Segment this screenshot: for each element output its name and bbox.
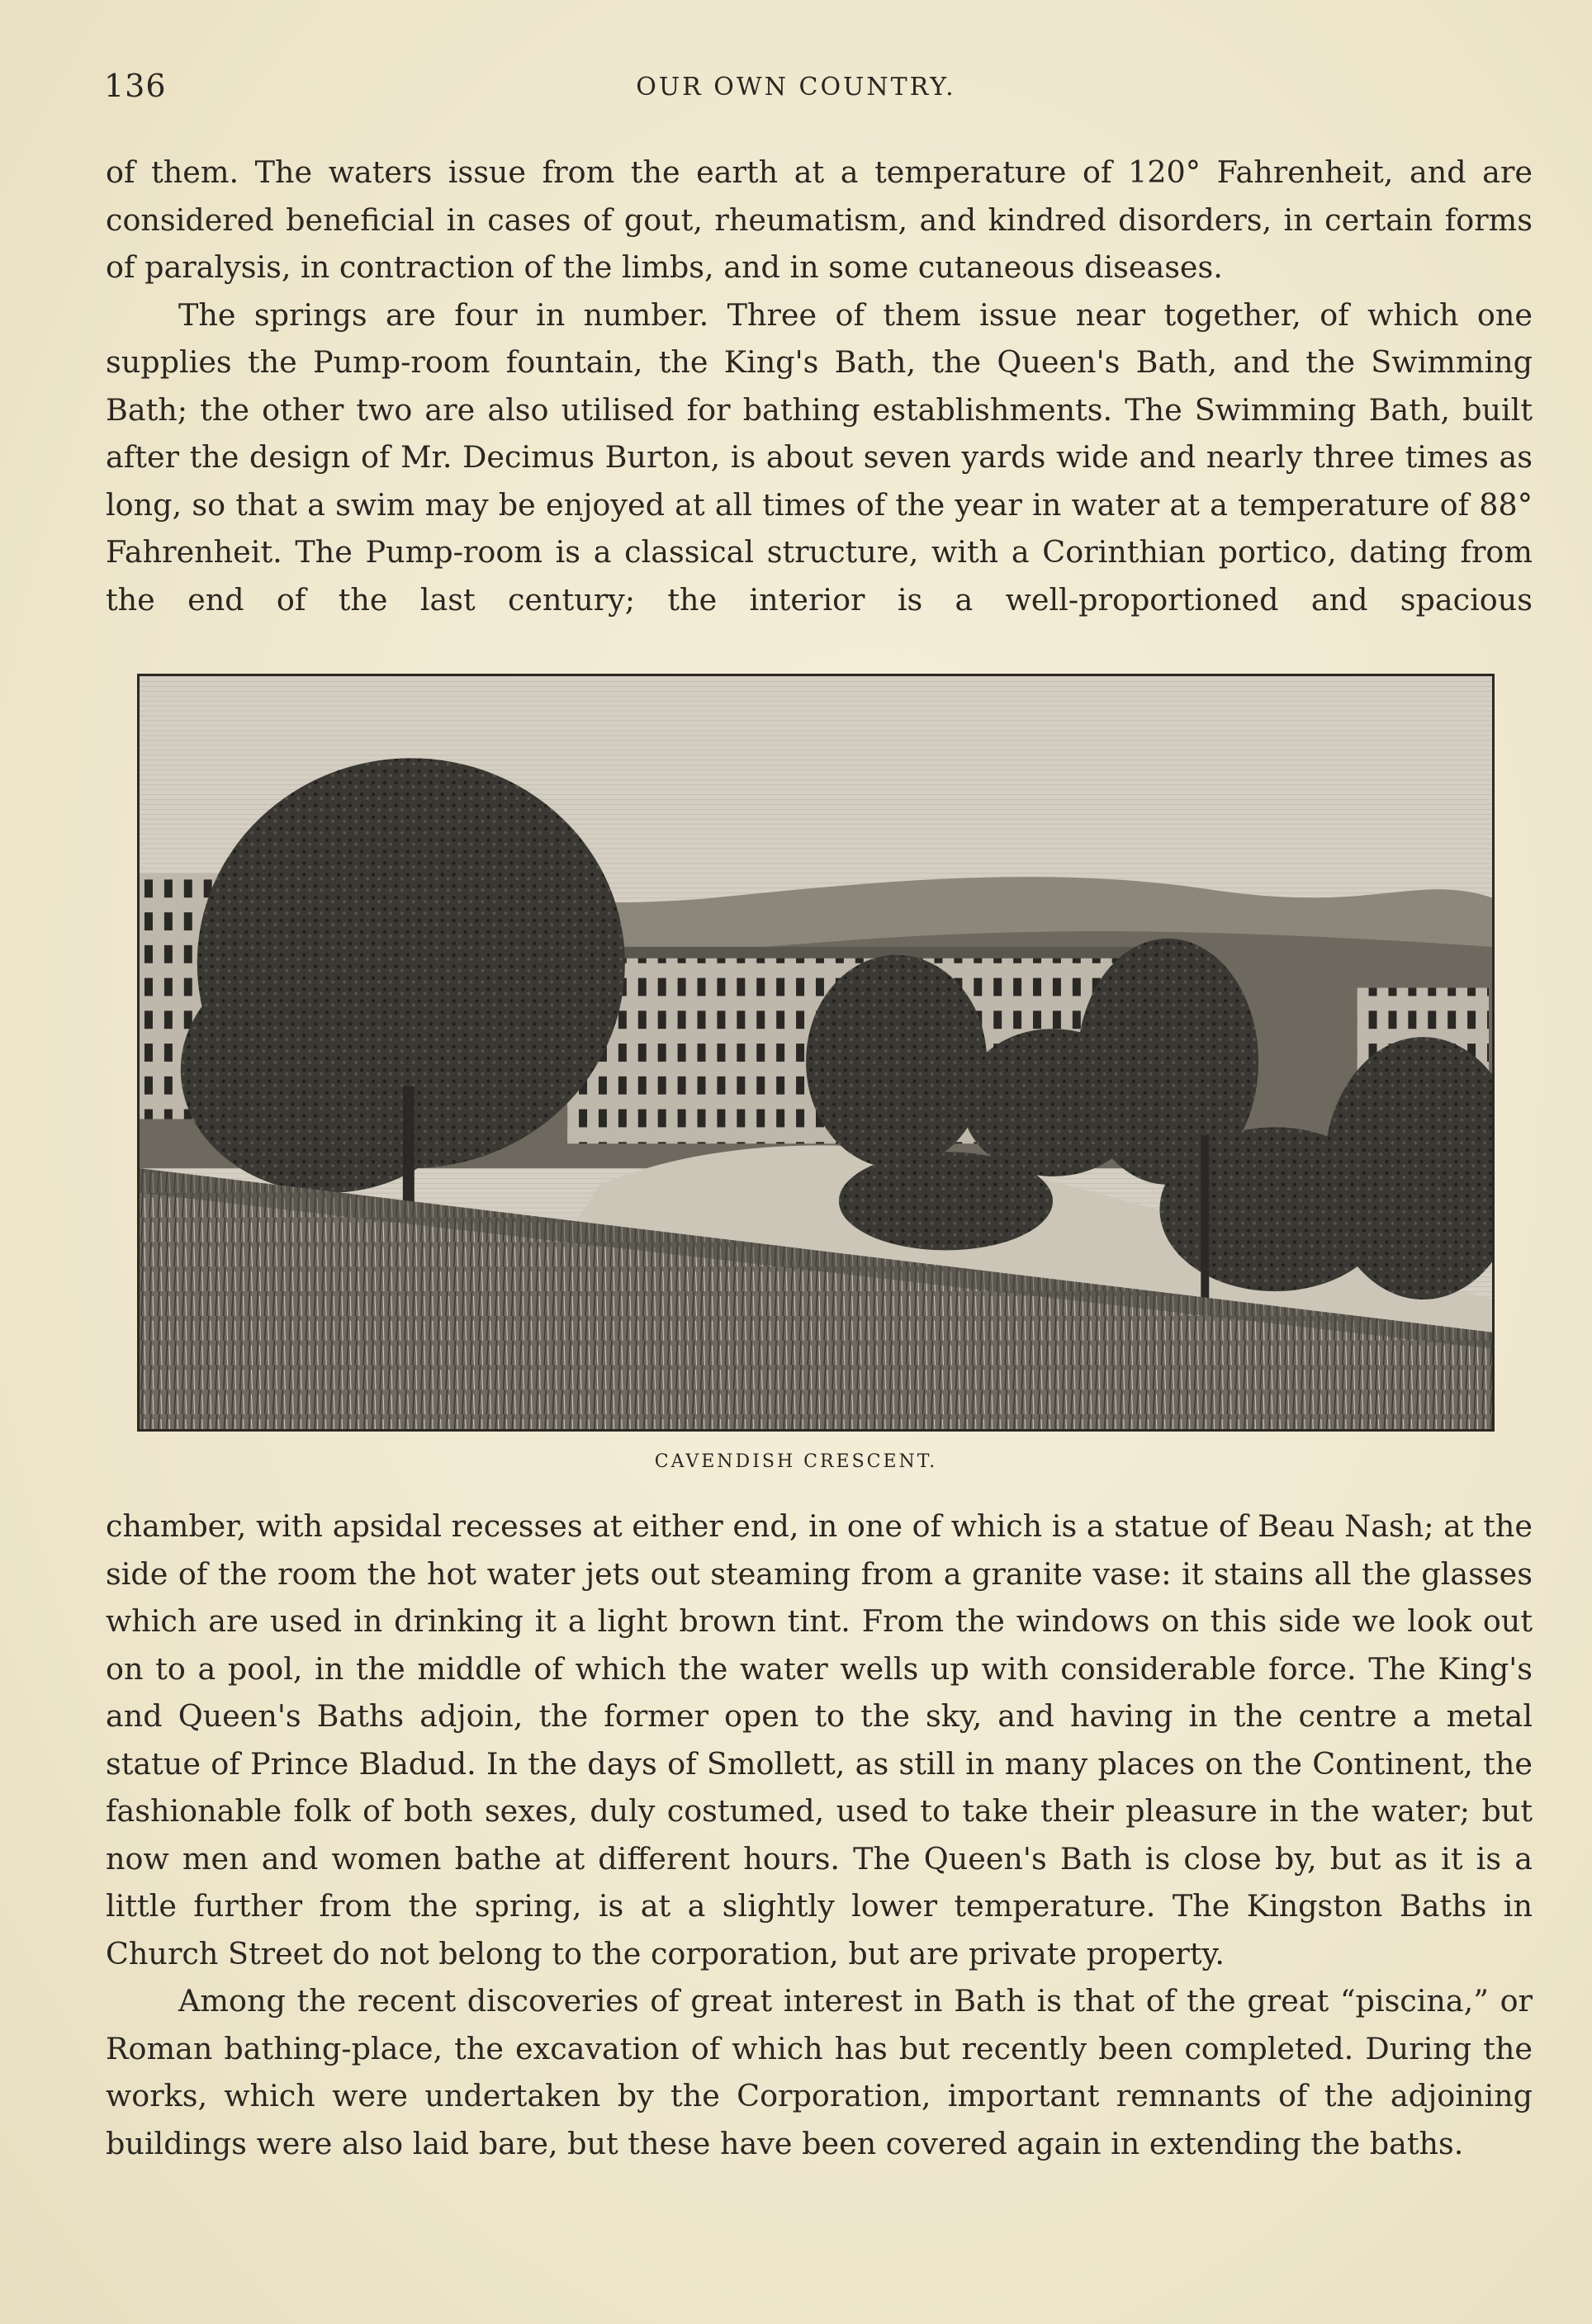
bottom-text-block	[106, 1503, 1533, 2167]
engraving-cavendish-crescent	[137, 674, 1495, 1432]
paragraph-2: The springs are four in number. Three of them issue near together, of which one supplies the Pump-room fountain, the King's Bath, the Queen's Bath, and the Swimming Bath; the other two are also utilised for bathing establishments. The Swimming Bath, built after the design of Mr. Decimus Burton, is about seven yards wide and nearly three times as long, so that a swim may be enjoyed at all times of the year in water at a temperature of 88° Fahrenheit. The Pump-room is a classical structure, with a Corinthian portico, dating from the end of the last century; the interior is a well-proportioned and spacious	[106, 296, 1533, 618]
illustration-caption: CAVENDISH CRESCENT.	[654, 1451, 938, 1472]
top-text-block	[106, 149, 1533, 623]
paragraph-4: Among the recent discoveries of great interest in Bath is that of the great “piscina,” or Roman bathing-place, the excavation of which has but recently been completed. During the works, which were undertaken by the Corporation, important remnants of the adjoining buildings were also laid bare, but these have been covered again in extending the baths.	[106, 1983, 1533, 2161]
paragraph-1: of them. The waters issue from the earth at a temperature of 120° Fahrenheit, and are considered beneficial in cases of gout, rheumatism, and kindred disorders, in certain forms of paralysis, in contraction of the limbs, and in some cutaneous diseases.	[106, 154, 1533, 285]
page-number: 136	[104, 68, 167, 104]
engraving-image	[140, 676, 1492, 1429]
paragraph-3: chamber, with apsidal recesses at either end, in one of which is a statue of Beau Nash; at the side of the room the hot water jets out steaming from a granite vase: it stains all the glasses which are used in drinking it a light brown tint. From the windows on this side we look out on to a pool, in the middle of which the water wells up with considerable force. The King's and Queen's Baths adjoin, the former open to the sky, and having in the centre a metal statue of Prince Bladud. In the days of Smollett, as still in many places on the Continent, the fashionable folk of both sexes, duly costumed, used to take their pleasure in the water; but now men and women bathe at different hours. The Queen's Bath is close by, but as it is a little further from the spring, is at a slightly lower temperature. The Kingston Baths in Church Street do not belong to the corporation, but are private property.	[106, 1508, 1533, 1971]
running-head: OUR OWN COUNTRY.	[636, 73, 956, 102]
